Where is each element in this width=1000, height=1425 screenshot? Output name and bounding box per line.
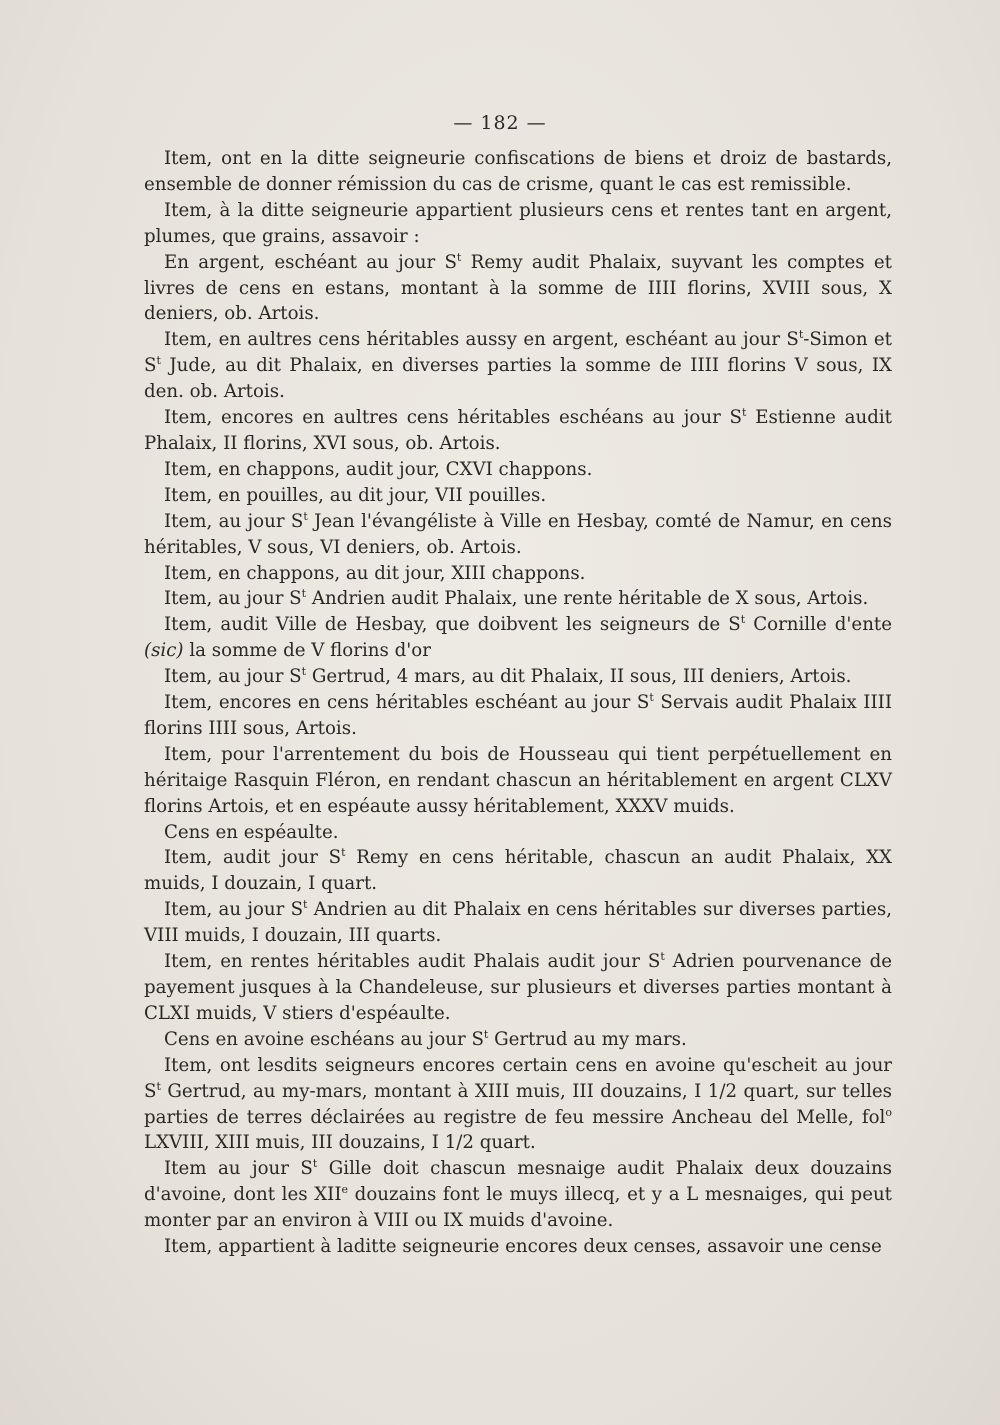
page-number: — 182 — xyxy=(453,112,547,134)
paragraph: Item, audit jour $S^t$ Remy en cens héritable, chascun an audit Phalaix, XX muids, I douzain, I quart. xyxy=(144,846,892,895)
paragraph: Item, encores en cens héritables eschéant au jour $S^t$ Servais audit Phalaix IIII florins IIII sous, Artois. xyxy=(144,690,893,739)
paragraph: Item, au jour $S^t$ Andrien au dit Phalaix en cens héritables sur diverses parties, VIII muids, I douzain, III quarts. xyxy=(144,898,892,947)
paragraph: Item, en pouilles, au dit jour, VII pouilles. xyxy=(164,484,547,506)
paragraph: Item, pour l'arrentement du bois de Housseau qui tient perpétuellement en héritaige Rasquin Fléron, en rendant chascun an héritablement en argent CLXV florins Artois, et en espéaute aussy héritablement, XXXV muids. xyxy=(144,743,892,817)
paragraph: Item, en aultres cens héritables aussy en argent, eschéant au jour $S^t$-Simon et $S^t$ Jude, au dit Phalaix, en diverses parties la somme de IIII florins V sous, IX den. ob. Artois. xyxy=(144,328,892,403)
paragraph: Item, en chappons, au dit jour, XIII chappons. xyxy=(164,562,586,584)
paragraph: Item, au jour $S^t$ Andrien audit Phalaix, une rente héritable de X sous, Artois. xyxy=(164,587,869,610)
paragraph: Item, au jour $S^t$ Jean l'évangéliste à Ville en Hesbay, comté de Namur, en cens héritables, V sous, VI deniers, ob. Artois. xyxy=(144,509,892,558)
paragraph: Cens en espéaulte. xyxy=(164,821,339,843)
paragraph: Item, en chappons, audit jour, CXVI chappons. xyxy=(164,458,593,480)
body-text xyxy=(144,146,892,1260)
paragraph: Item, ont en la ditte seigneurie confiscations de biens et droiz de bastards, ensemble de donner rémission du cas de crisme, quant le cas est remissible. xyxy=(144,148,892,195)
paragraph: Item, appartient à laditte seigneurie encores deux censes, assavoir une cense xyxy=(164,1236,882,1258)
paragraph: Item, à la ditte seigneurie appartient plusieurs cens et rentes tant en argent, plumes, que grains, assavoir : xyxy=(144,199,892,247)
paragraph: Cens en avoine eschéans au jour $S^t$ Gertrud au my mars. xyxy=(164,1027,687,1050)
paragraph: Item, encores en aultres cens héritables eschéans au jour $S^t$ Estienne audit Phalaix, II florins, XVI sous, ob. Artois. xyxy=(144,406,892,454)
paragraph: Item, ont lesdits seigneurs encores certain cens en avoine qu'escheit au jour $S^t$ Gertrud, au my-mars, montant à XIII muis, III douzains, I 1/2 quart, sur telles parties de terres déclairées au registre de feu messire Ancheau del Melle, fol$^o$ LXVIII, XIII muis, III douzains, I 1/2 quart. xyxy=(144,1054,892,1154)
paragraph: Item, en rentes héritables audit Phalais audit jour $S^t$ Adrien pourvenance de payement jusques à la Chandeleuse, sur plusieurs et diverses parties montant à CLXI muids, V stiers d'espéaulte. xyxy=(144,950,892,1024)
paragraph: Item au jour $S^t$ Gille doit chascun mesnaige audit Phalaix deux douzains d'avoine, dont les XIIe douzains font le muys illecq, et y a L mesnaiges, qui peut monter par an environ à VIII ou IX muids d'avoine. xyxy=(144,1157,892,1232)
paragraph: Item, au jour $S^t$ Gertrud, 4 mars, au dit Phalaix, II sous, III deniers, Artois. xyxy=(164,665,852,688)
paragraph: En argent, eschéant au jour $S^t$ Remy audit Phalaix, suyvant les comptes et livres de cens en estans, montant à la somme de IIII florins, XVIII sous, X deniers, ob. Artois. xyxy=(144,250,892,325)
paragraph: Item, audit Ville de Hesbay, que doibvent les seigneurs de $S^t$ Cornille d'ente (sic) la somme de V florins d'or xyxy=(144,613,892,662)
